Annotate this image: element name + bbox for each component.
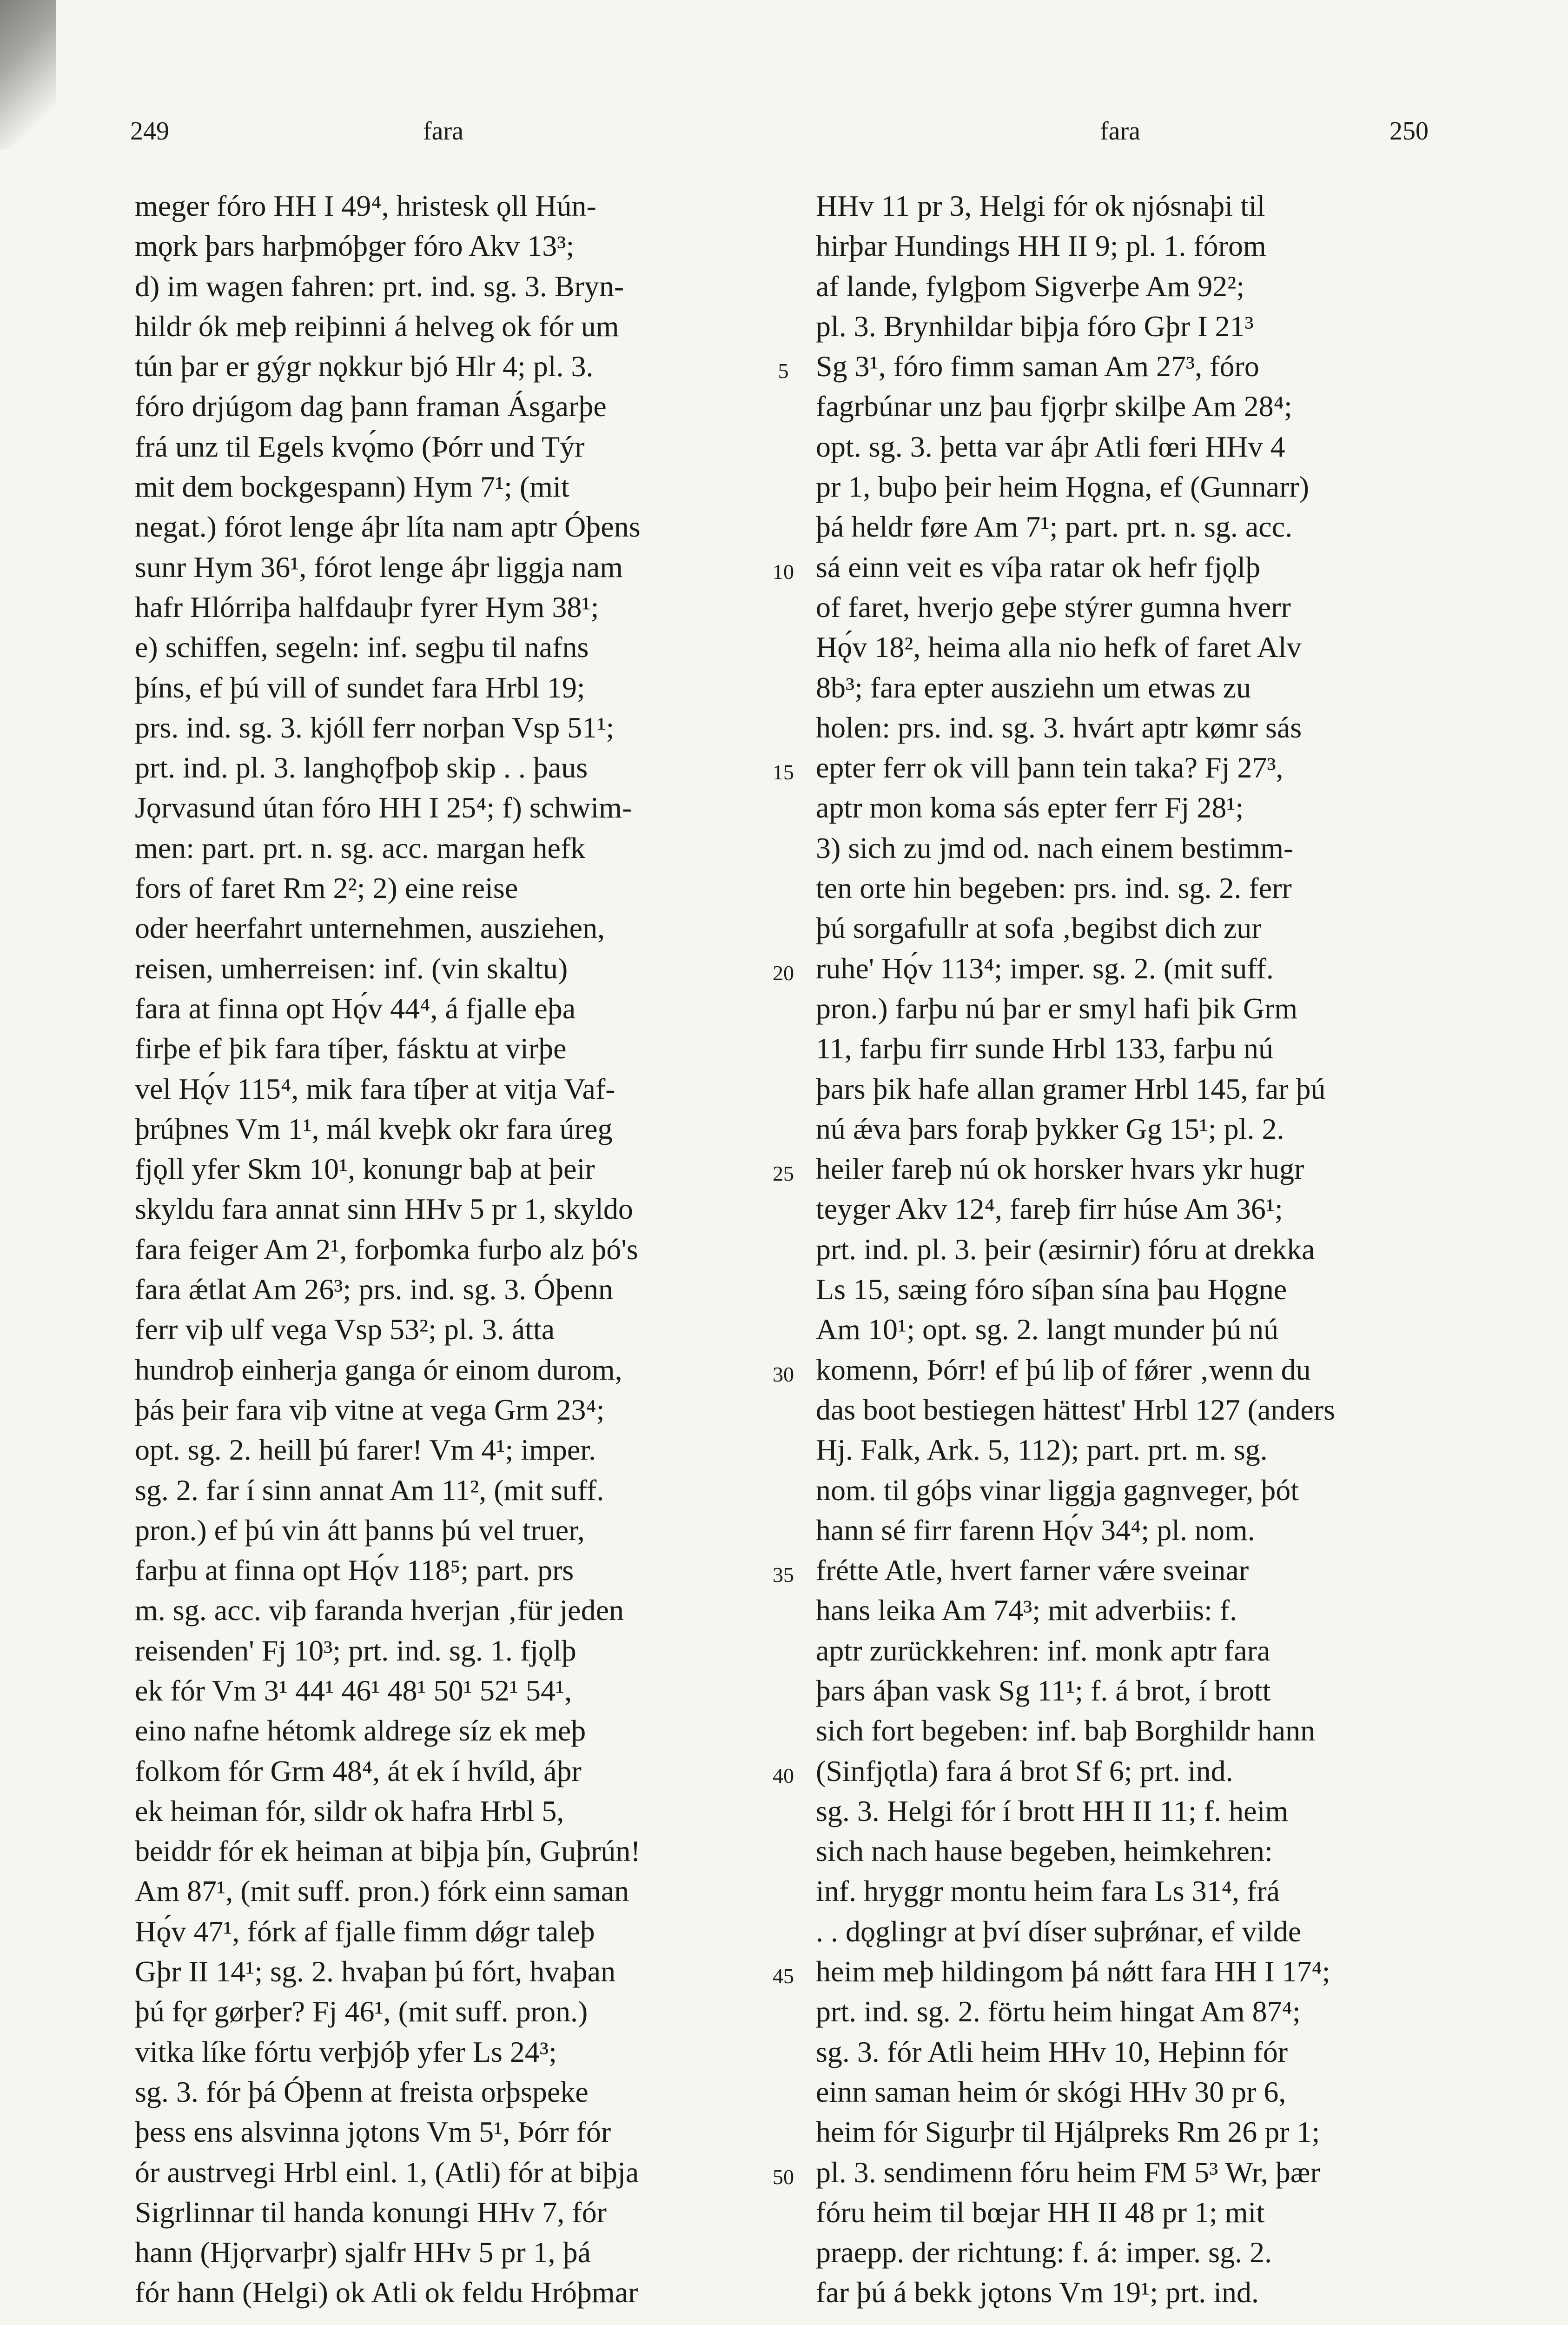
text-line: frétte Atle, hvert farner vǽre sveinar	[816, 1554, 1249, 1587]
text-line: þú fǫr gørþer? Fj 46¹, (mit suff. pron.)	[135, 1995, 588, 2028]
text-line: nom. til góþs vinar liggja gagnveger, þót	[816, 1473, 1299, 1507]
text-line: einn saman heim ór skógi HHv 30 pr 6,	[816, 2075, 1286, 2108]
text-line: opt. sg. 2. heill þú farer! Vm 4¹; imper.	[135, 1433, 596, 1467]
text-line: ek fór Vm 3¹ 44¹ 46¹ 48¹ 50¹ 52¹ 54¹,	[135, 1674, 572, 1707]
text-line: ór austrvegi Hrbl einl. 1, (Atli) fór at biþja	[135, 2155, 639, 2189]
text-line: Am 87¹, (mit suff. pron.) fórk einn saman	[135, 1874, 629, 1908]
text-line: sg. 3. fór þá Óþenn at freista orþspeke	[135, 2075, 589, 2108]
text-line: hann (Hjǫrvarþr) sjalfr HHv 5 pr 1, þá	[135, 2236, 591, 2269]
text-line: prt. ind. pl. 3. langhǫfþoþ skip . . þaus	[135, 751, 588, 784]
text-line: fagrbúnar unz þau fjǫrþr skilþe Am 28⁴;	[816, 390, 1292, 423]
text-line: negat.) fórot lenge áþr líta nam aptr Óþens	[135, 510, 641, 544]
text-line: ek heiman fór, sildr ok hafra Hrbl 5,	[135, 1794, 564, 1827]
text-line: fór hann (Helgi) ok Atli ok feldu Hróþmar	[135, 2276, 638, 2309]
text-line: þíns, ef þú vill of sundet fara Hrbl 19;	[135, 671, 585, 704]
text-line: frá unz til Egels kvǫ́mo (Þórr und Týr	[135, 430, 585, 463]
text-line: holen: prs. ind. sg. 3. hvárt aptr kømr sás	[816, 711, 1302, 744]
text-line: nú ǽva þars foraþ þykker Gg 15¹; pl. 2.	[816, 1112, 1284, 1145]
line-number: 35	[773, 1563, 794, 1587]
text-line: hundroþ einherja ganga ór einom durom,	[135, 1353, 622, 1386]
text-line: m. sg. acc. viþ faranda hverjan ‚für jeden	[135, 1594, 624, 1627]
scan-shadow	[0, 0, 56, 149]
left-text-column	[135, 186, 758, 2313]
left-running-head: fara	[423, 117, 464, 146]
text-line: firþe ef þik fara tíþer, fásktu at virþe	[135, 1032, 567, 1065]
text-line: Gþr II 14¹; sg. 2. hvaþan þú fórt, hvaþan	[135, 1955, 616, 1988]
text-line: ten orte hin begeben: prs. ind. sg. 2. ferr	[816, 871, 1292, 905]
text-line: sá einn veit es víþa ratar ok hefr fjǫlþ	[816, 550, 1261, 584]
text-line: folkom fór Grm 48⁴, át ek í hvíld, áþr	[135, 1754, 582, 1787]
text-line: farþu at finna opt Hǫ́v 118⁵; part. prs	[135, 1554, 574, 1587]
text-line: pl. 3. sendimenn fóru heim FM 5³ Wr, þær	[816, 2155, 1320, 2189]
text-line: pr 1, buþo þeir heim Hǫgna, ef (Gunnarr)	[816, 470, 1309, 504]
text-line: reisenden' Fj 10³; prt. ind. sg. 1. fjǫlþ	[135, 1634, 576, 1667]
text-line: das boot bestiegen hättest' Hrbl 127 (anders	[816, 1393, 1336, 1426]
text-line: hafr Hlórriþa halfdauþr fyrer Hym 38¹;	[135, 590, 599, 624]
text-line: fara ǽtlat Am 26³; prs. ind. sg. 3. Óþenn	[135, 1273, 613, 1306]
right-text-column	[816, 186, 1439, 2313]
line-number: 20	[773, 961, 794, 985]
line-number: 10	[773, 559, 794, 584]
text-line: HHv 11 pr 3, Helgi fór ok njósnaþi til	[816, 189, 1265, 222]
text-line: þú sorgafullr at sofa ‚begibst dich zur	[816, 911, 1262, 945]
text-line: teyger Akv 12⁴, fareþ firr húse Am 36¹;	[816, 1192, 1283, 1226]
left-page-number: 249	[130, 117, 169, 146]
text-line: epter ferr ok vill þann tein taka? Fj 27³,	[816, 751, 1284, 784]
text-line: hildr ók meþ reiþinni á helveg ok fór um	[135, 309, 619, 343]
text-line: Ls 15, sæing fóro síþan sína þau Hǫgne	[816, 1273, 1287, 1306]
text-line: sg. 3. Helgi fór í brott HH II 11; f. heim	[816, 1794, 1289, 1827]
text-line: skyldu fara annat sinn HHv 5 pr 1, skyldo	[135, 1192, 633, 1226]
text-line: inf. hryggr montu heim fara Ls 31⁴, frá	[816, 1874, 1280, 1908]
text-line: fóru heim til bœjar HH II 48 pr 1; mit	[816, 2195, 1265, 2229]
text-line: Sg 3¹, fóro fimm saman Am 27³, fóro	[816, 350, 1259, 383]
text-line: 8b³; fara epter ausziehn um etwas zu	[816, 671, 1251, 704]
text-line: fara feiger Am 2¹, forþomka furþo alz þó's	[135, 1232, 638, 1266]
text-line: vitka líke fórtu verþjóþ yfer Ls 24³;	[135, 2035, 557, 2068]
text-line: sich nach hause begeben, heimkehren:	[816, 1834, 1273, 1868]
text-line: Hj. Falk, Ark. 5, 112); part. prt. m. sg.	[816, 1433, 1268, 1467]
text-line: meger fóro HH I 49⁴, hristesk ǫll Hún-	[135, 189, 596, 222]
text-line: eino nafne hétomk aldrege síz ek meþ	[135, 1714, 586, 1747]
text-line: fara at finna opt Hǫ́v 44⁴, á fjalle eþa	[135, 991, 576, 1025]
text-line: mit dem bockgespann) Hym 7¹; (mit	[135, 470, 569, 504]
text-line: prs. ind. sg. 3. kjóll ferr norþan Vsp 51¹;	[135, 711, 615, 744]
text-line: þess ens alsvinna jǫtons Vm 5¹, Þórr fór	[135, 2115, 611, 2149]
right-page-number: 250	[1389, 117, 1429, 146]
text-line: ferr viþ ulf vega Vsp 53²; pl. 3. átta	[135, 1313, 555, 1346]
text-line: far þú á bekk jǫtons Vm 19¹; prt. ind.	[816, 2276, 1259, 2309]
text-line: . . dǫglingr at því díser suþrǿnar, ef vilde	[816, 1914, 1302, 1948]
text-line: pron.) farþu nú þar er smyl hafi þik Grm	[816, 991, 1298, 1025]
page-header	[116, 116, 1429, 158]
text-line: fors of faret Rm 2²; 2) eine reise	[135, 871, 518, 905]
text-line: heiler fareþ nú ok horsker hvars ykr hugr	[816, 1152, 1304, 1186]
text-line: heim meþ hildingom þá nǿtt fara HH I 17⁴;	[816, 1955, 1330, 1988]
text-line: komenn, Þórr! ef þú liþ of fǿrer ‚wenn du	[816, 1353, 1311, 1386]
text-line: þars þik hafe allan gramer Hrbl 145, far þú	[816, 1072, 1326, 1105]
text-line: (Sinfjǫtla) fara á brot Sf 6; prt. ind.	[816, 1754, 1233, 1787]
text-line: hans leika Am 74³; mit adverbiis: f.	[816, 1594, 1237, 1627]
text-line: prt. ind. pl. 3. þeir (æsirnir) fóru at drekka	[816, 1232, 1315, 1266]
text-line: Sigrlinnar til handa konungi HHv 7, fór	[135, 2195, 607, 2229]
text-line: vel Hǫ́v 115⁴, mik fara tíþer at vitja Vaf-	[135, 1072, 615, 1105]
text-line: sich fort begeben: inf. baþ Borghildr hann	[816, 1714, 1316, 1747]
line-number: 30	[773, 1362, 794, 1386]
text-line: þás þeir fara viþ vitne at vega Grm 23⁴;	[135, 1393, 605, 1426]
line-number: 50	[773, 2165, 794, 2189]
text-line: pron.) ef þú vin átt þanns þú vel truer,	[135, 1513, 585, 1547]
text-line: aptr zurückkehren: inf. monk aptr fara	[816, 1634, 1270, 1667]
text-line: oder heerfahrt unternehmen, ausziehen,	[135, 911, 605, 945]
text-line: Hǫ́v 47¹, fórk af fjalle fimm dǿgr taleþ	[135, 1914, 595, 1948]
text-line: þars áþan vask Sg 11¹; f. á brot, í brott	[816, 1674, 1271, 1707]
text-line: d) im wagen fahren: prt. ind. sg. 3. Bryn-	[135, 269, 624, 303]
text-line: þá heldr føre Am 7¹; part. prt. n. sg. acc.	[816, 510, 1293, 544]
line-number: 5	[778, 359, 789, 383]
text-line: of faret, hverjo geþe stýrer gumna hverr	[816, 590, 1291, 624]
text-line: prt. ind. sg. 2. förtu heim hingat Am 87⁴;	[816, 1995, 1301, 2028]
right-running-head: fara	[1099, 117, 1140, 146]
text-line: ruhe' Hǫ́v 113⁴; imper. sg. 2. (mit suff.	[816, 951, 1274, 985]
text-line: af lande, fylgþom Sigverþe Am 92²;	[816, 269, 1245, 303]
text-line: Hǫ́v 18², heima alla nio hefk of faret Alv	[816, 631, 1302, 664]
text-line: 11, farþu firr sunde Hrbl 133, farþu nú	[816, 1032, 1274, 1065]
text-line: mǫrk þars harþmóþger fóro Akv 13³;	[135, 229, 575, 263]
text-line: hann sé firr farenn Hǫ́v 34⁴; pl. nom.	[816, 1513, 1255, 1547]
text-line: tún þar er gýgr nǫkkur bjó Hlr 4; pl. 3.	[135, 350, 594, 383]
text-line: fóro drjúgom dag þann framan Ásgarþe	[135, 390, 607, 423]
text-line: praepp. der richtung: f. á: imper. sg. 2.	[816, 2236, 1272, 2269]
text-line: fjǫll yfer Skm 10¹, konungr baþ at þeir	[135, 1152, 595, 1186]
line-number: 45	[773, 1964, 794, 1988]
text-line: sg. 2. far í sinn annat Am 11², (mit suff.	[135, 1473, 604, 1507]
line-number: 40	[773, 1763, 794, 1787]
line-number: 15	[773, 760, 794, 784]
text-line: sunr Hym 36¹, fórot lenge áþr liggja nam	[135, 550, 623, 584]
text-line: Jǫrvasund útan fóro HH I 25⁴; f) schwim-	[135, 791, 632, 824]
text-line: men: part. prt. n. sg. acc. margan hefk	[135, 831, 586, 864]
text-line: opt. sg. 3. þetta var áþr Atli fœri HHv 4	[816, 430, 1285, 463]
text-line: sg. 3. fór Atli heim HHv 10, Heþinn fór	[816, 2035, 1288, 2068]
text-line: e) schiffen, segeln: inf. segþu til nafns	[135, 631, 589, 664]
text-line: heim fór Sigurþr til Hjálpreks Rm 26 pr 1;	[816, 2115, 1320, 2149]
text-line: reisen, umherreisen: inf. (vin skaltu)	[135, 951, 568, 985]
text-line: beiddr fór ek heiman at biþja þín, Guþrún!	[135, 1834, 641, 1868]
text-line: hirþar Hundings HH II 9; pl. 1. fórom	[816, 229, 1266, 263]
text-line: þrúþnes Vm 1¹, mál kveþk okr fara úreg	[135, 1112, 613, 1145]
text-line: pl. 3. Brynhildar biþja fóro Gþr I 21³	[816, 309, 1254, 343]
text-line: Am 10¹; opt. sg. 2. langt munder þú nú	[816, 1313, 1279, 1346]
line-number: 25	[773, 1162, 794, 1186]
text-line: aptr mon koma sás epter ferr Fj 28¹;	[816, 791, 1244, 824]
text-line: 3) sich zu jmd od. nach einem bestimm-	[816, 831, 1294, 864]
